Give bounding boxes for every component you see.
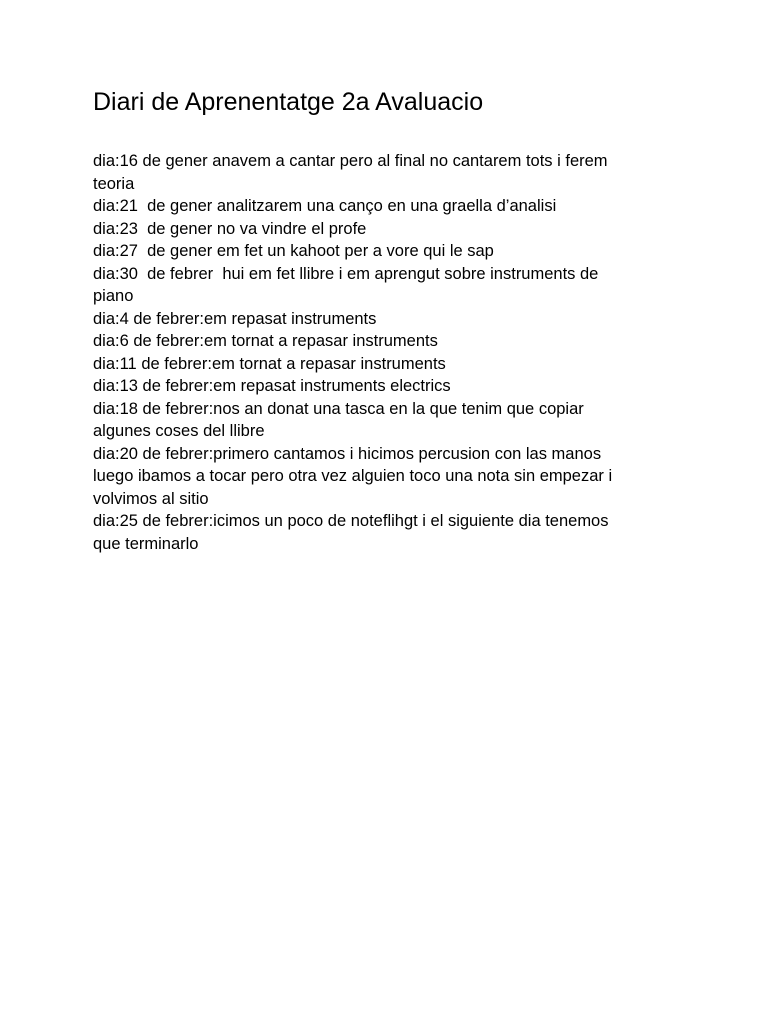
diary-entry-line: dia:27 de gener em fet un kahoot per a vore qui le sap — [93, 242, 494, 260]
diary-entry — [93, 353, 673, 376]
diary-entry-line: dia:30 de febrer hui em fet llibre i em aprengut sobre instruments de — [93, 264, 599, 283]
diary-entry-line: teoria — [93, 174, 135, 193]
diary-entry — [93, 263, 673, 308]
diary-entry — [93, 150, 673, 195]
diary-entry-line: dia:25 de febrer:icimos un poco de noteflihgt i el siguiente dia tenemos — [93, 512, 609, 530]
diary-entry — [93, 330, 673, 353]
diary-entry-line: algunes coses del llibre — [93, 422, 265, 440]
diary-entry-line: dia:20 de febrer:primero cantamos i hicimos percusion con las manos — [93, 444, 602, 463]
diary-entry-line: que terminarlo — [93, 534, 199, 553]
document-title: Diari de Aprenentatge 2a Avaluacio — [93, 88, 484, 116]
diary-entry — [93, 195, 673, 218]
diary-entries-list — [93, 150, 673, 555]
diary-entry-line: piano — [93, 287, 134, 305]
diary-entry-line: dia:23 de gener no va vindre el profe — [93, 219, 367, 238]
diary-entry-line: dia:11 de febrer:em tornat a repasar instruments — [93, 354, 446, 373]
diary-entry — [93, 398, 673, 443]
diary-entry-line: dia:4 de febrer:em repasat instruments — [93, 309, 377, 328]
diary-entry — [93, 510, 673, 555]
diary-entry-line: luego ibamos a tocar pero otra vez alguien toco una nota sin empezar i — [93, 467, 613, 485]
diary-entry — [93, 218, 673, 241]
diary-entry-line: dia:18 de febrer:nos an donat una tasca en la que tenim que copiar — [93, 399, 584, 418]
diary-entry — [93, 240, 673, 263]
diary-entry — [93, 443, 673, 511]
diary-entry — [93, 308, 673, 331]
diary-entry-line: dia:16 de gener anavem a cantar pero al final no cantarem tots i ferem — [93, 152, 608, 170]
diary-entry-line: dia:6 de febrer:em tornat a repasar instruments — [93, 332, 438, 350]
diary-entry-line: dia:13 de febrer:em repasat instruments electrics — [93, 377, 451, 395]
diary-entry-line: dia:21 de gener analitzarem una canço en una graella d’analisi — [93, 197, 557, 215]
diary-entry-line: volvimos al sitio — [93, 489, 209, 508]
diary-entry — [93, 375, 673, 398]
